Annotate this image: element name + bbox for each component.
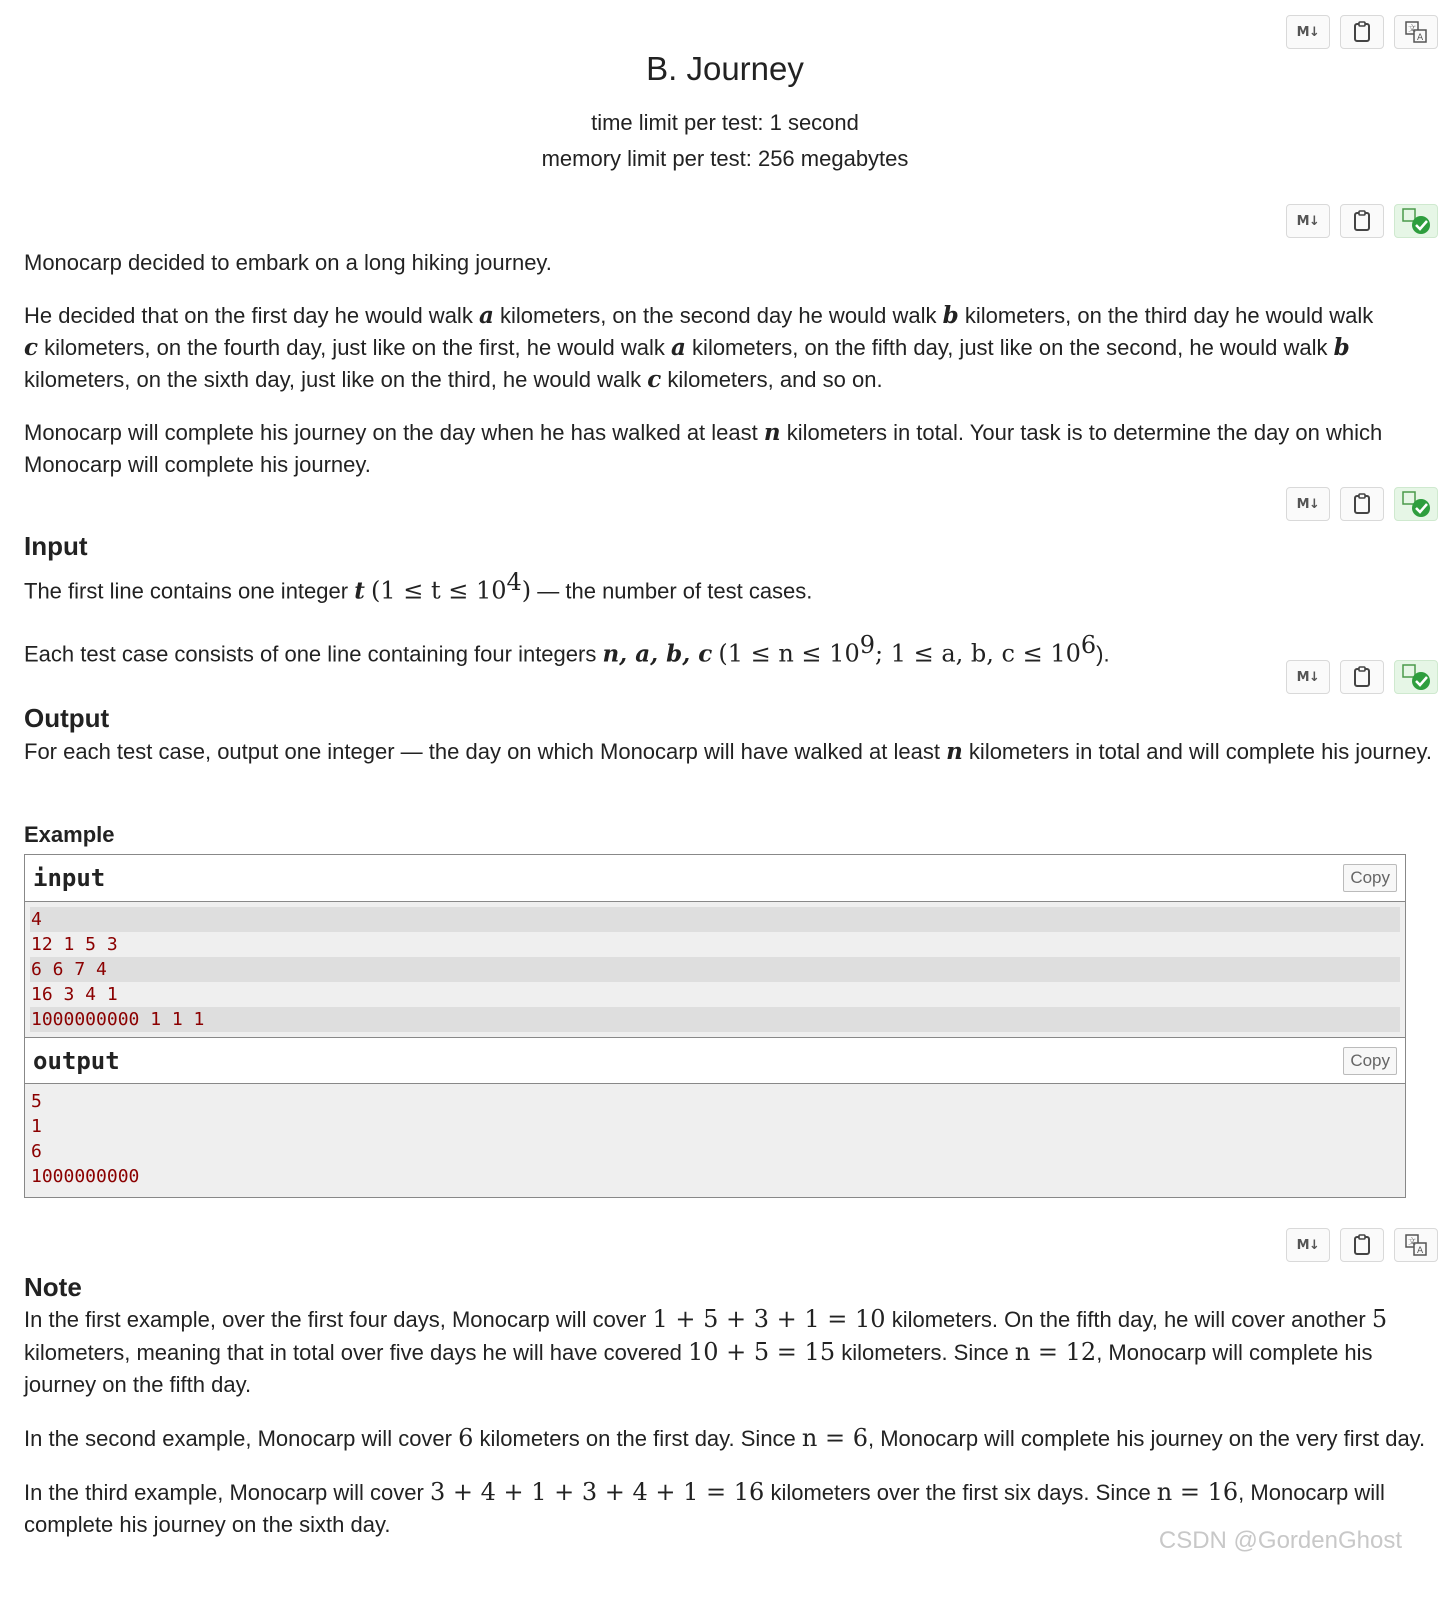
markdown-button[interactable] [1286, 15, 1330, 49]
input-toolbar [1286, 487, 1438, 521]
math-exp: 4 [506, 568, 522, 596]
text: kilometers in total. Your task is to determine the day on which Monocarp will complete his journey. [24, 420, 1383, 477]
math-expr: 3 + 4 + 1 + 3 + 4 + 1 = 16 [429, 1478, 765, 1506]
statement-paragraph-3 [24, 417, 1434, 481]
problem-header [0, 50, 1450, 172]
translate-check-icon [1401, 490, 1431, 518]
input-section [24, 530, 1434, 671]
note-paragraph-2 [24, 1422, 1434, 1455]
text: The first line contains one integer [24, 578, 355, 604]
text: kilometers, on the fifth day, just like on the second, he would walk [685, 335, 1334, 360]
input-label: input [33, 864, 106, 892]
clipboard-icon [1352, 666, 1372, 688]
math-constraint: ; 1 ≤ a, b, c ≤ 10 [875, 639, 1081, 668]
statement-toolbar [1286, 204, 1438, 238]
text: , Monocarp will complete his journey on the very first day. [868, 1426, 1426, 1451]
markdown-icon: M↓ [1296, 669, 1320, 685]
svg-text:文: 文 [1408, 24, 1416, 33]
output-example-line: 1 [31, 1116, 42, 1137]
markdown-button[interactable] [1286, 660, 1330, 694]
copy-statement-button[interactable] [1340, 204, 1384, 238]
svg-text:A: A [1417, 33, 1424, 43]
markdown-button[interactable] [1286, 1228, 1330, 1262]
text: kilometers, and so on. [661, 367, 883, 392]
clipboard-icon [1352, 1234, 1372, 1256]
title-toolbar [1286, 15, 1438, 49]
math-expr: 1 + 5 + 3 + 1 = 10 [652, 1305, 886, 1333]
svg-text:文: 文 [1408, 1237, 1416, 1246]
text: Monocarp will complete his journey on the day when he has walked at least [24, 420, 764, 445]
note-paragraph-1 [24, 1303, 1434, 1401]
math-var: c [24, 334, 39, 361]
copy-input-example-button[interactable]: Copy [1343, 864, 1397, 892]
copy-note-button[interactable] [1340, 1228, 1384, 1262]
translate-icon [1404, 20, 1428, 44]
text: kilometers in total and will complete his journey. [962, 739, 1432, 764]
math-expr: 5 [1371, 1305, 1388, 1333]
math-var: n [763, 419, 781, 446]
text: In the first example, over the first four days, Monocarp will cover [24, 1307, 653, 1332]
math-var: c [647, 366, 662, 393]
output-label: output [33, 1046, 120, 1075]
example-box [24, 854, 1406, 1198]
translate-done-button[interactable] [1394, 487, 1438, 521]
note-section [24, 1271, 1434, 1541]
math-expr: n = 6 [801, 1424, 868, 1452]
text: kilometers. On the fifth day, he will cover another [885, 1307, 1372, 1332]
translate-icon [1404, 1233, 1428, 1257]
output-example-body [25, 1084, 1405, 1197]
text: For each test case, output one integer — the day on which Monocarp will have walked at least [24, 739, 947, 764]
output-heading: Output [24, 703, 110, 733]
copy-input-button[interactable] [1340, 487, 1384, 521]
note-toolbar [1286, 1228, 1438, 1262]
text: , Monocarp will complete his journey on the sixth day. [24, 1480, 1385, 1537]
example-section [24, 822, 1434, 848]
text: In the second example, Monocarp will cover [24, 1426, 459, 1451]
text: Each test case consists of one line containing four integers [24, 641, 603, 667]
text: kilometers, on the second day he would walk [493, 303, 943, 328]
input-example-line: 16 3 4 1 [31, 984, 118, 1005]
output-example-line: 5 [31, 1091, 42, 1112]
translate-done-button[interactable] [1394, 660, 1438, 694]
input-line-1 [24, 566, 1434, 607]
text: He decided that on the first day he would walk [24, 303, 479, 328]
text: In the third example, Monocarp will cover [24, 1480, 430, 1505]
math-expr: 10 + 5 = 15 [688, 1338, 836, 1366]
math-close: ). [1096, 641, 1110, 667]
math-constraint: (1 ≤ t ≤ 10 [370, 576, 507, 605]
translate-check-icon [1401, 207, 1431, 235]
copy-output-button[interactable] [1340, 660, 1384, 694]
text: kilometers, on the fourth day, just like on the first, he would walk [38, 335, 672, 360]
math-exp: 9 [859, 631, 875, 660]
translate-done-button[interactable] [1394, 204, 1438, 238]
math-exp: 6 [1080, 631, 1097, 660]
markdown-icon: M↓ [1296, 1237, 1320, 1253]
output-text [24, 736, 1434, 768]
text: , Monocarp will complete his journey on the fifth day. [24, 1340, 1373, 1397]
text: kilometers, on the third day he would walk [958, 303, 1374, 328]
output-section [24, 702, 1434, 768]
input-example-line: 4 [30, 907, 1400, 932]
translate-check-icon [1401, 663, 1431, 691]
clipboard-icon [1352, 21, 1372, 43]
text: — the number of test cases. [531, 578, 813, 604]
translate-button[interactable] [1394, 15, 1438, 49]
copy-output-example-button[interactable]: Copy [1343, 1047, 1397, 1075]
svg-text:A: A [1417, 1246, 1424, 1256]
output-example-line: 1000000000 [31, 1166, 140, 1187]
copy-statement-button[interactable] [1340, 15, 1384, 49]
memory-limit: memory limit per test: 256 megabytes [541, 146, 909, 171]
input-example-line: 12 1 5 3 [31, 934, 118, 955]
text: kilometers. Since [835, 1340, 1015, 1365]
text: kilometers on the first day. Since [473, 1426, 802, 1451]
note-heading: Note [24, 1272, 82, 1302]
input-line-2 [24, 629, 1434, 670]
legend-section [24, 247, 1434, 481]
math-var: a [478, 302, 494, 329]
problem-title: B. Journey [646, 50, 804, 87]
watermark: CSDN @GordenGhost [1158, 1527, 1402, 1554]
math-var: n [946, 738, 963, 765]
example-title: Example [24, 822, 115, 847]
input-example-line: 6 6 7 4 [30, 957, 1400, 982]
text: kilometers, on the sixth day, just like on the third, he would walk [24, 367, 648, 392]
math-var: t [354, 577, 365, 605]
input-example-line: 1000000000 1 1 1 [30, 1007, 1400, 1032]
math-vars: n, a, b, c [602, 640, 713, 668]
math-constraint: (1 ≤ n ≤ 10 [718, 639, 860, 668]
markdown-button[interactable] [1286, 487, 1330, 521]
math-var: b [1333, 334, 1350, 361]
markdown-icon: M↓ [1296, 213, 1320, 229]
math-var: a [671, 334, 686, 361]
input-heading: Input [24, 531, 88, 561]
markdown-icon: M↓ [1296, 496, 1320, 512]
time-limit: time limit per test: 1 second [591, 110, 859, 135]
translate-button[interactable] [1394, 1228, 1438, 1262]
math-close: ) [521, 576, 532, 605]
math-expr: n = 16 [1156, 1478, 1239, 1506]
output-header [25, 1037, 1405, 1084]
markdown-button[interactable] [1286, 204, 1330, 238]
input-header [25, 855, 1405, 902]
statement-paragraph-2 [24, 300, 1434, 396]
output-example-line: 6 [31, 1141, 42, 1162]
statement-paragraph-1: Monocarp decided to embark on a long hiking journey. [24, 250, 552, 275]
text: kilometers, meaning that in total over five days he will have covered [24, 1340, 688, 1365]
output-toolbar [1286, 660, 1438, 694]
math-var: b [942, 302, 959, 329]
markdown-icon: M↓ [1296, 24, 1320, 40]
clipboard-icon [1352, 493, 1372, 515]
input-example-body [25, 902, 1405, 1037]
math-expr: 6 [458, 1424, 474, 1452]
text: kilometers over the first six days. Since [764, 1480, 1157, 1505]
clipboard-icon [1352, 210, 1372, 232]
math-expr: n = 12 [1014, 1338, 1097, 1366]
